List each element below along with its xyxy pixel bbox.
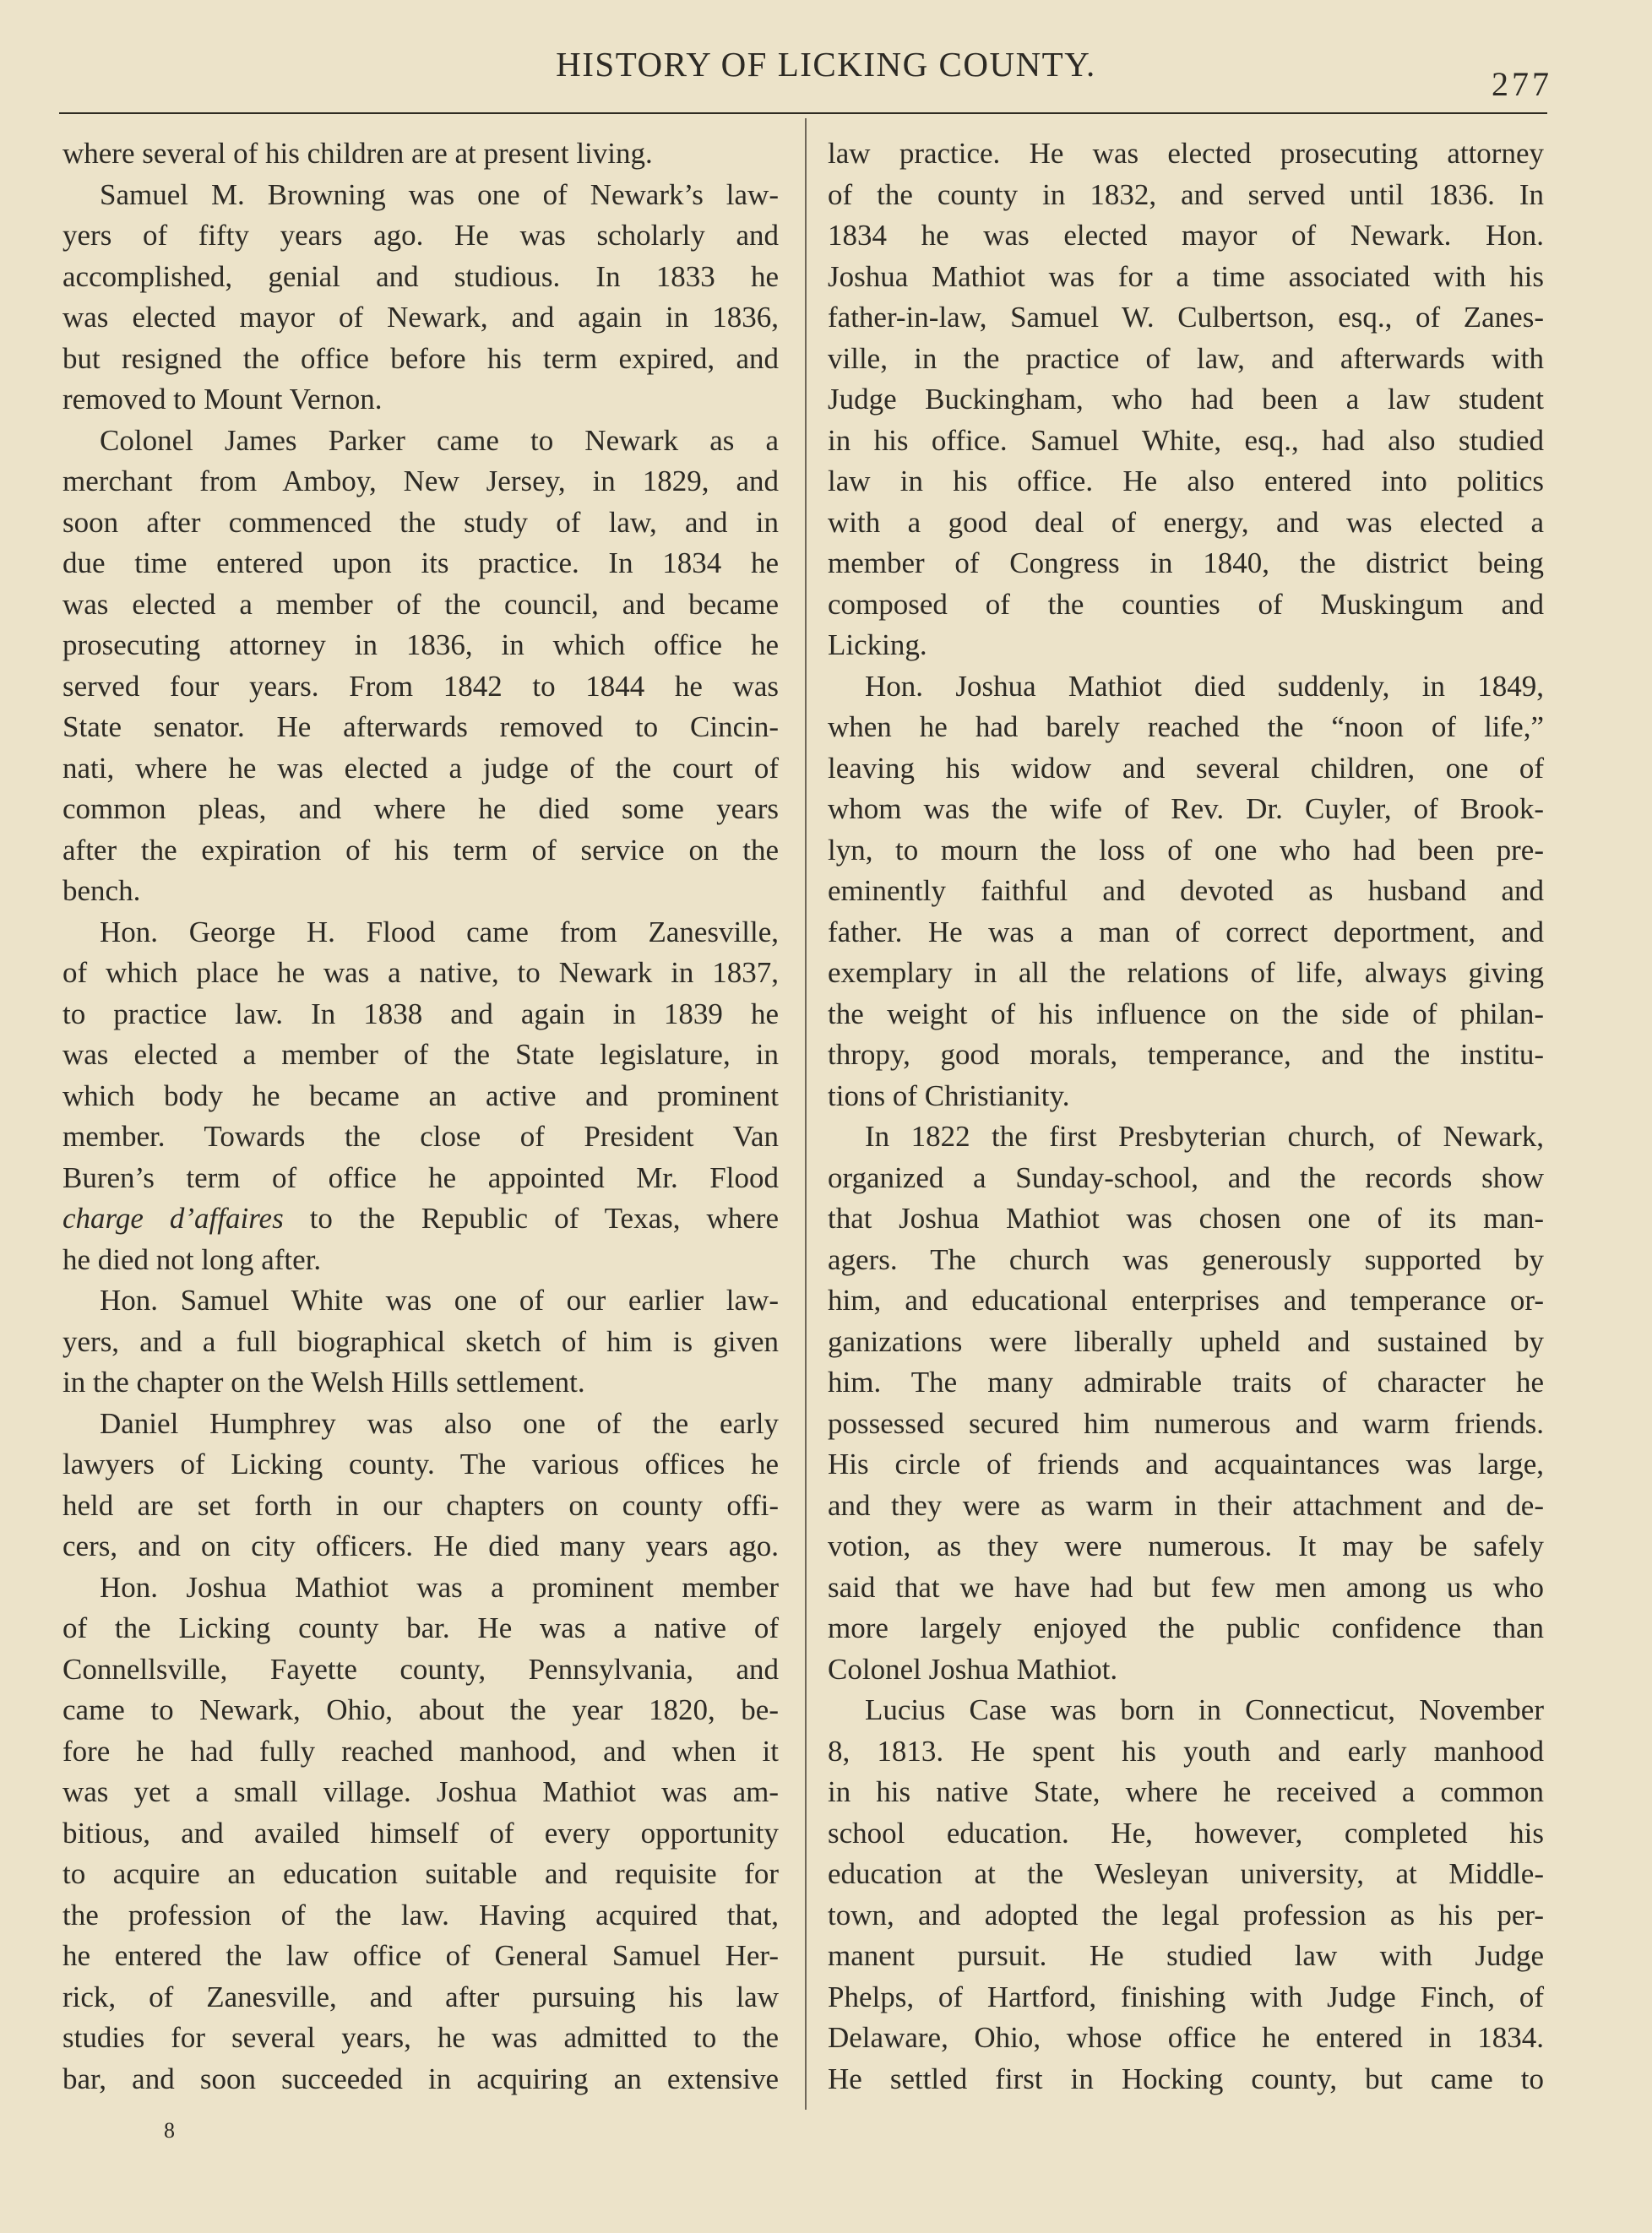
text-line: Hon. Samuel White was one of our earlier law- bbox=[100, 1284, 779, 1317]
text-line: father. He was a man of correct deportment, and bbox=[828, 915, 1544, 948]
text-line: but resigned the office before his term expired, and bbox=[62, 341, 779, 375]
text-line: Colonel Joshua Mathiot. bbox=[828, 1652, 1118, 1686]
text-line: school education. He, however, completed his bbox=[828, 1816, 1544, 1850]
text-line: manent pursuit. He studied law with Judge bbox=[828, 1939, 1544, 1972]
text-line: In 1822 the first Presbyterian church, of Newark, bbox=[865, 1120, 1544, 1153]
text-line: when he had barely reached the “noon of life,” bbox=[828, 710, 1544, 743]
text-line: Buren’s term of office he appointed Mr. Flood bbox=[62, 1160, 779, 1194]
text-line: with a good deal of energy, and was elected a bbox=[828, 505, 1544, 539]
text-line: cers, and on city officers. He died many years ago. bbox=[62, 1529, 779, 1562]
text-line: State senator. He afterwards removed to Cincin- bbox=[62, 710, 779, 743]
text-line: His circle of friends and acquaintances was large, bbox=[828, 1448, 1544, 1481]
text-line: in the chapter on the Welsh Hills settlement. bbox=[62, 1366, 585, 1399]
text-line: Hon. George H. Flood came from Zanesville, bbox=[100, 915, 779, 948]
text-line: him. The many admirable traits of character he bbox=[828, 1366, 1544, 1399]
text-line: the profession of the law. Having acquired that, bbox=[62, 1898, 779, 1931]
text-line: of the Licking county bar. He was a native of bbox=[62, 1611, 779, 1644]
text-line: merchant from Amboy, New Jersey, in 1829, and bbox=[62, 465, 779, 497]
text-line: composed of the counties of Muskingum and bbox=[828, 587, 1544, 621]
text-line: and they were as warm in their attachment and de- bbox=[828, 1488, 1544, 1522]
text-line: more largely enjoyed the public confidence than bbox=[828, 1611, 1544, 1644]
right-column bbox=[828, 133, 1544, 2100]
text-line: came to Newark, Ohio, about the year 1820, be- bbox=[62, 1693, 779, 1726]
text-line: studies for several years, he was admitted to the bbox=[62, 2021, 779, 2054]
text-line: thropy, good morals, temperance, and the institu- bbox=[828, 1038, 1544, 1071]
text-line: agers. The church was generously supported by bbox=[828, 1242, 1544, 1276]
text-line: possessed secured him numerous and warm friends. bbox=[828, 1406, 1544, 1440]
text-line: Hon. Joshua Mathiot was a prominent member bbox=[100, 1570, 779, 1604]
text-line: the weight of his influence on the side of philan- bbox=[828, 997, 1544, 1030]
text-line: charge d’affaires to the Republic of Texas, where bbox=[62, 1202, 779, 1235]
text-line: where several of his children are at present living. bbox=[62, 137, 653, 170]
text-line: was yet a small village. Joshua Mathiot was am- bbox=[62, 1775, 779, 1808]
text-line: law practice. He was elected prosecuting attorney bbox=[828, 137, 1544, 170]
text-line: in his native State, where he received a common bbox=[828, 1775, 1544, 1808]
text-line: ville, in the practice of law, and afterwards with bbox=[828, 341, 1544, 375]
text-line: fore he had fully reached manhood, and when it bbox=[62, 1734, 779, 1768]
left-column bbox=[62, 133, 779, 2100]
text-line: Delaware, Ohio, whose office he entered in 1834. bbox=[828, 2021, 1544, 2054]
text-line: yers, and a full biographical sketch of him is given bbox=[62, 1324, 779, 1358]
text-line: yers of fifty years ago. He was scholarly and bbox=[62, 219, 779, 252]
text-line: law in his office. He also entered into politics bbox=[828, 465, 1544, 497]
text-line: of which place he was a native, to Newark in 1837, bbox=[62, 956, 779, 989]
text-line: was elected mayor of Newark, and again in 1836, bbox=[62, 301, 779, 334]
text-line: which body he became an active and prominent bbox=[62, 1078, 779, 1112]
text-line: Hon. Joshua Mathiot died suddenly, in 1849, bbox=[865, 669, 1544, 703]
text-line: to practice law. In 1838 and again in 1839 he bbox=[62, 997, 779, 1030]
text-line: to acquire an education suitable and requisite for bbox=[62, 1857, 779, 1890]
text-line: rick, of Zanesville, and after pursuing his law bbox=[62, 1980, 779, 2013]
text-line: Daniel Humphrey was also one of the early bbox=[100, 1406, 779, 1440]
text-line: tions of Christianity. bbox=[828, 1078, 1070, 1112]
text-line: bitious, and availed himself of every opportunity bbox=[62, 1816, 779, 1850]
text-line: Licking. bbox=[828, 628, 927, 661]
text-line: Samuel M. Browning was one of Newark’s law- bbox=[100, 177, 779, 211]
text-line: Connellsville, Fayette county, Pennsylvania, and bbox=[62, 1652, 779, 1686]
text-line: was elected a member of the State legislature, in bbox=[62, 1038, 779, 1071]
text-line: after the expiration of his term of service on the bbox=[62, 833, 779, 867]
running-head: HISTORY OF LICKING COUNTY. bbox=[556, 45, 1096, 84]
text-line: accomplished, genial and studious. In 1833 he bbox=[62, 259, 779, 293]
text-line: eminently faithful and devoted as husband and bbox=[828, 874, 1544, 907]
text-line: father-in-law, Samuel W. Culbertson, esq., of Zanes- bbox=[828, 301, 1544, 334]
text-line: said that we have had but few men among us who bbox=[828, 1570, 1544, 1604]
text-line: education at the Wesleyan university, at Middle- bbox=[828, 1857, 1544, 1890]
text-line: he entered the law office of General Samuel Her- bbox=[62, 1939, 779, 1972]
text-line: member of Congress in 1840, the district being bbox=[828, 546, 1544, 579]
signature-mark: 8 bbox=[164, 2118, 175, 2143]
text-line: served four years. From 1842 to 1844 he was bbox=[62, 669, 779, 703]
text-line: held are set forth in our chapters on county offi- bbox=[62, 1488, 779, 1522]
text-line: that Joshua Mathiot was chosen one of its man- bbox=[828, 1202, 1544, 1235]
text-line: exemplary in all the relations of life, always giving bbox=[828, 956, 1544, 989]
text-line: prosecuting attorney in 1836, in which office he bbox=[62, 628, 779, 661]
page-number: 277 bbox=[1492, 65, 1552, 103]
text-line: soon after commenced the study of law, and in bbox=[62, 505, 779, 539]
text-line: Phelps, of Hartford, finishing with Judge Finch, of bbox=[828, 1980, 1544, 2013]
column-divider bbox=[805, 118, 807, 2110]
text-line: member. Towards the close of President Van bbox=[62, 1120, 779, 1153]
text-line: whom was the wife of Rev. Dr. Cuyler, of Brook- bbox=[828, 792, 1544, 825]
text-line: lyn, to mourn the loss of one who had been pre- bbox=[828, 833, 1544, 867]
text-line: leaving his widow and several children, one of bbox=[828, 751, 1544, 785]
text-line: common pleas, and where he died some years bbox=[62, 792, 779, 825]
text-line: 8, 1813. He spent his youth and early manhood bbox=[828, 1734, 1544, 1768]
italic-phrase: charge d’affaires bbox=[62, 1202, 284, 1235]
text-line: votion, as they were numerous. It may be safely bbox=[828, 1529, 1544, 1562]
text-line: Judge Buckingham, who had been a law student bbox=[828, 383, 1544, 416]
text-line: nati, where he was elected a judge of the court of bbox=[62, 751, 779, 785]
text-line: lawyers of Licking county. The various offices he bbox=[62, 1448, 779, 1481]
text-line: in his office. Samuel White, esq., had also studied bbox=[828, 423, 1544, 457]
text-line: was elected a member of the council, and became bbox=[62, 587, 779, 621]
text-line: of the county in 1832, and served until 1836. In bbox=[828, 177, 1544, 211]
text-line: he died not long after. bbox=[62, 1242, 322, 1276]
text-line: removed to Mount Vernon. bbox=[62, 383, 383, 416]
text-line: town, and adopted the legal profession as his per- bbox=[828, 1898, 1544, 1931]
text-line: bench. bbox=[62, 874, 141, 907]
text-line: ganizations were liberally upheld and sustained by bbox=[828, 1324, 1544, 1358]
text-line: him, and educational enterprises and temperance or- bbox=[828, 1284, 1544, 1317]
text-line: Joshua Mathiot was for a time associated with his bbox=[828, 259, 1544, 293]
text-line: Lucius Case was born in Connecticut, November bbox=[865, 1693, 1544, 1726]
text-line: 1834 he was elected mayor of Newark. Hon. bbox=[828, 219, 1544, 252]
text-line: due time entered upon its practice. In 1834 he bbox=[62, 546, 779, 579]
text-line: organized a Sunday-school, and the records show bbox=[828, 1160, 1544, 1194]
text-line: bar, and soon succeeded in acquiring an extensive bbox=[62, 2062, 779, 2095]
header-rule bbox=[59, 112, 1547, 114]
text-line: Colonel James Parker came to Newark as a bbox=[100, 423, 779, 457]
text-line: He settled first in Hocking county, but came to bbox=[828, 2062, 1544, 2095]
